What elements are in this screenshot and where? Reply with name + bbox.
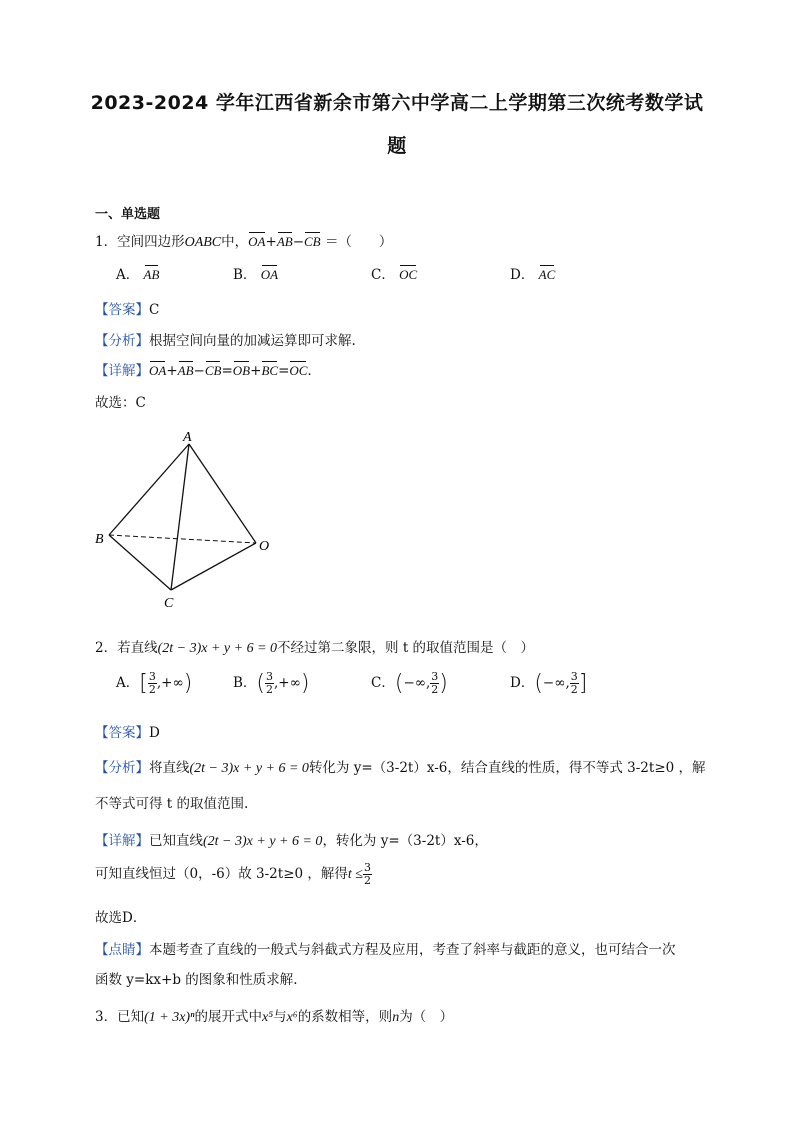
q1-choose: 故选：C	[95, 395, 146, 411]
q3-stem: 3．已知(1 + 3x)ⁿ的展开式中x⁵与x⁶的系数相等，则n为（ ）	[95, 1009, 454, 1025]
vertex-label-b: B	[95, 532, 104, 547]
q1-option-a: A． AB	[116, 263, 159, 283]
q1-stem: 1．空间四边形OABC中，OA+AB−CB ＝（ ）	[95, 230, 392, 251]
q2-option-b: B．( $\frac{3}{2}$ ,+∞)	[233, 670, 310, 696]
doc-title-line2: 题	[387, 135, 407, 157]
vertex-label-c: C	[164, 596, 174, 611]
q1-analysis: 【分析】根据空间向量的加减运算即可求解.	[95, 333, 356, 349]
q2-choose: 故选D．	[95, 910, 147, 926]
q2-analysis-line1: 【分析】将直线(2t − 3)x + y + 6 = 0转化为 y=（3-2t）x-6，结合直线的性质，得不等式 3-2t≥0 ，解	[95, 760, 706, 776]
doc-title-line1: 2023-2024 学年江西省新余市第六中学高二上学期第三次统考数学试	[90, 92, 704, 114]
q1-detail: 【详解】OA+AB−CB=OB+BC=OC．	[95, 359, 321, 379]
section-heading: 一、单选题	[95, 207, 161, 222]
q1-option-c: C． OC	[371, 263, 417, 283]
q2-detail-line2: 可知直线恒过（0，-6）故 3-2t≥0 ，解得t ≤ $\frac{3}{2}$	[95, 861, 371, 887]
q2-analysis-line2: 不等式可得 t 的取值范围.	[95, 796, 249, 812]
q1-option-b: B． OA	[233, 263, 278, 283]
q1-option-d: D． AC	[510, 263, 555, 283]
q2-stem: 2．若直线(2t − 3)x + y + 6 = 0不经过第二象限，则 t 的取值范围是（ ）	[95, 640, 535, 656]
q2-option-c: C．(−∞, $\frac{3}{2}$ )	[371, 670, 448, 696]
q2-option-d: D．(−∞, $\frac{3}{2}$ ]	[510, 670, 588, 696]
q2-comment-line1: 【点睛】本题考查了直线的一般式与斜截式方程及应用，考查了斜率与截距的意义，也可结合一次	[95, 942, 676, 958]
q2-option-a: A．[ $\frac{3}{2}$ ,+∞)	[116, 670, 193, 696]
q2-answer: 【答案】D	[95, 725, 160, 741]
q2-detail-line1: 【详解】已知直线(2t − 3)x + y + 6 = 0，转化为 y=（3-2t）x-6，	[95, 833, 488, 849]
tetrahedron-figure	[90, 425, 290, 615]
vertex-label-a: A	[183, 430, 192, 445]
vertex-label-o: O	[259, 539, 270, 554]
q1-answer: 【答案】C	[95, 302, 160, 318]
q2-comment-line2: 函数 y=kx+b 的图象和性质求解.	[95, 972, 298, 988]
